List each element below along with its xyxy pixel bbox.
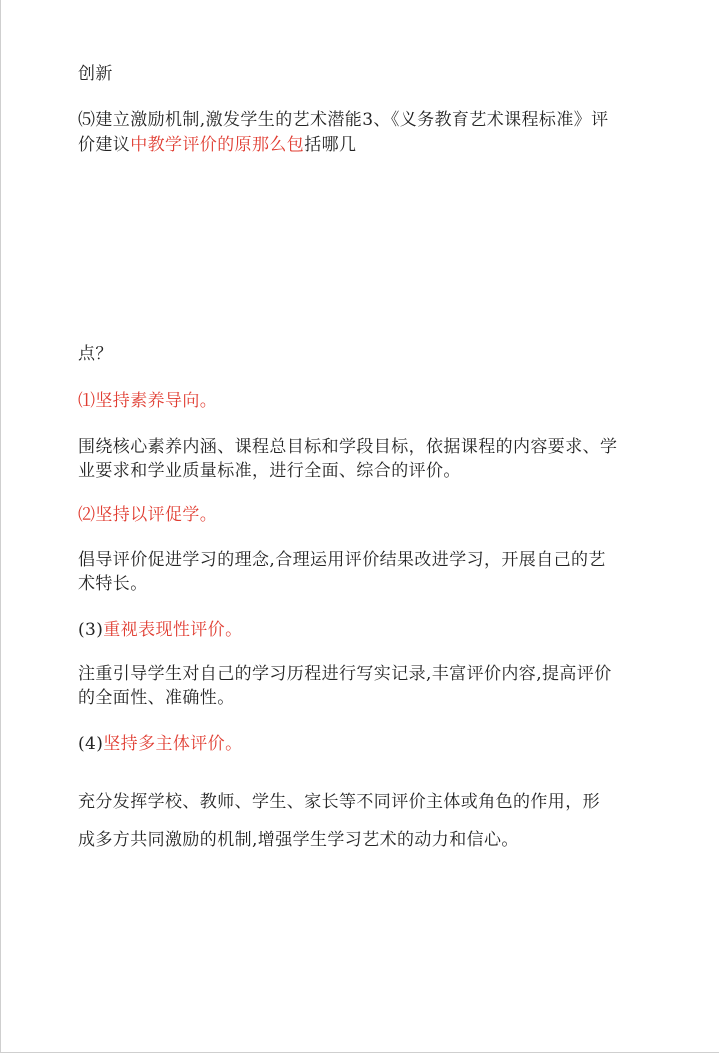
section-heading — [78, 503, 217, 527]
heading-text: 重视表现性评价。 — [103, 620, 243, 640]
heading-prefix: (3) — [78, 620, 104, 640]
section-heading — [78, 732, 242, 756]
paragraph-text: 括哪几 — [304, 135, 357, 155]
paragraph-text: 创新 — [78, 64, 113, 84]
text-line — [78, 828, 519, 852]
heading-text: 坚持多主体评价。 — [103, 734, 243, 754]
text-line — [78, 572, 148, 596]
paragraph-text: 围绕核心素养内涵、课程总目标和学段目标，依据课程的内容要求、学 — [78, 437, 618, 457]
paragraph-text: 注重引导学生对自己的学习历程进行写实记录,丰富评价内容,提高评价 — [78, 664, 612, 684]
heading-prefix: (4) — [78, 734, 104, 754]
section-heading — [78, 389, 217, 413]
text-line — [78, 133, 356, 157]
text-line — [78, 548, 606, 572]
paragraph-text: 点？ — [78, 344, 113, 364]
text-line — [78, 342, 113, 366]
text-line — [78, 435, 617, 459]
highlighted-text: 中教学评价的原那么包 — [130, 135, 305, 155]
paragraph-text: 术特长。 — [78, 574, 148, 594]
text-line — [78, 459, 461, 483]
text-line — [78, 662, 612, 686]
paragraph-text: 充分发挥学校、教师、学生、家长等不同评价主体或角色的作用，形 — [78, 792, 600, 812]
text-line — [78, 108, 609, 132]
heading-text: ⑵坚持以评促学。 — [78, 505, 218, 525]
paragraph-text: 成多方共同激励的机制,增强学生学习艺术的动力和信心。 — [78, 830, 519, 850]
paragraph-text: 业要求和学业质量标准，进行全面、综合的评价。 — [78, 461, 461, 481]
paragraph-text: 的全面性、准确性。 — [78, 688, 235, 708]
paragraph-text: 倡导评价促进学习的理念,合理运用评价结果改进学习，开展自己的艺 — [78, 550, 606, 570]
paragraph-text: ⑸建立激励机制,激发学生的艺术潜能3、《义务教育艺术课程标准》评 — [78, 110, 609, 130]
text-line — [78, 790, 600, 814]
text-line — [78, 62, 113, 86]
section-heading — [78, 618, 242, 642]
text-line — [78, 686, 235, 710]
paragraph-text: 价建议 — [78, 135, 131, 155]
heading-text: ⑴坚持素养导向。 — [78, 391, 218, 411]
